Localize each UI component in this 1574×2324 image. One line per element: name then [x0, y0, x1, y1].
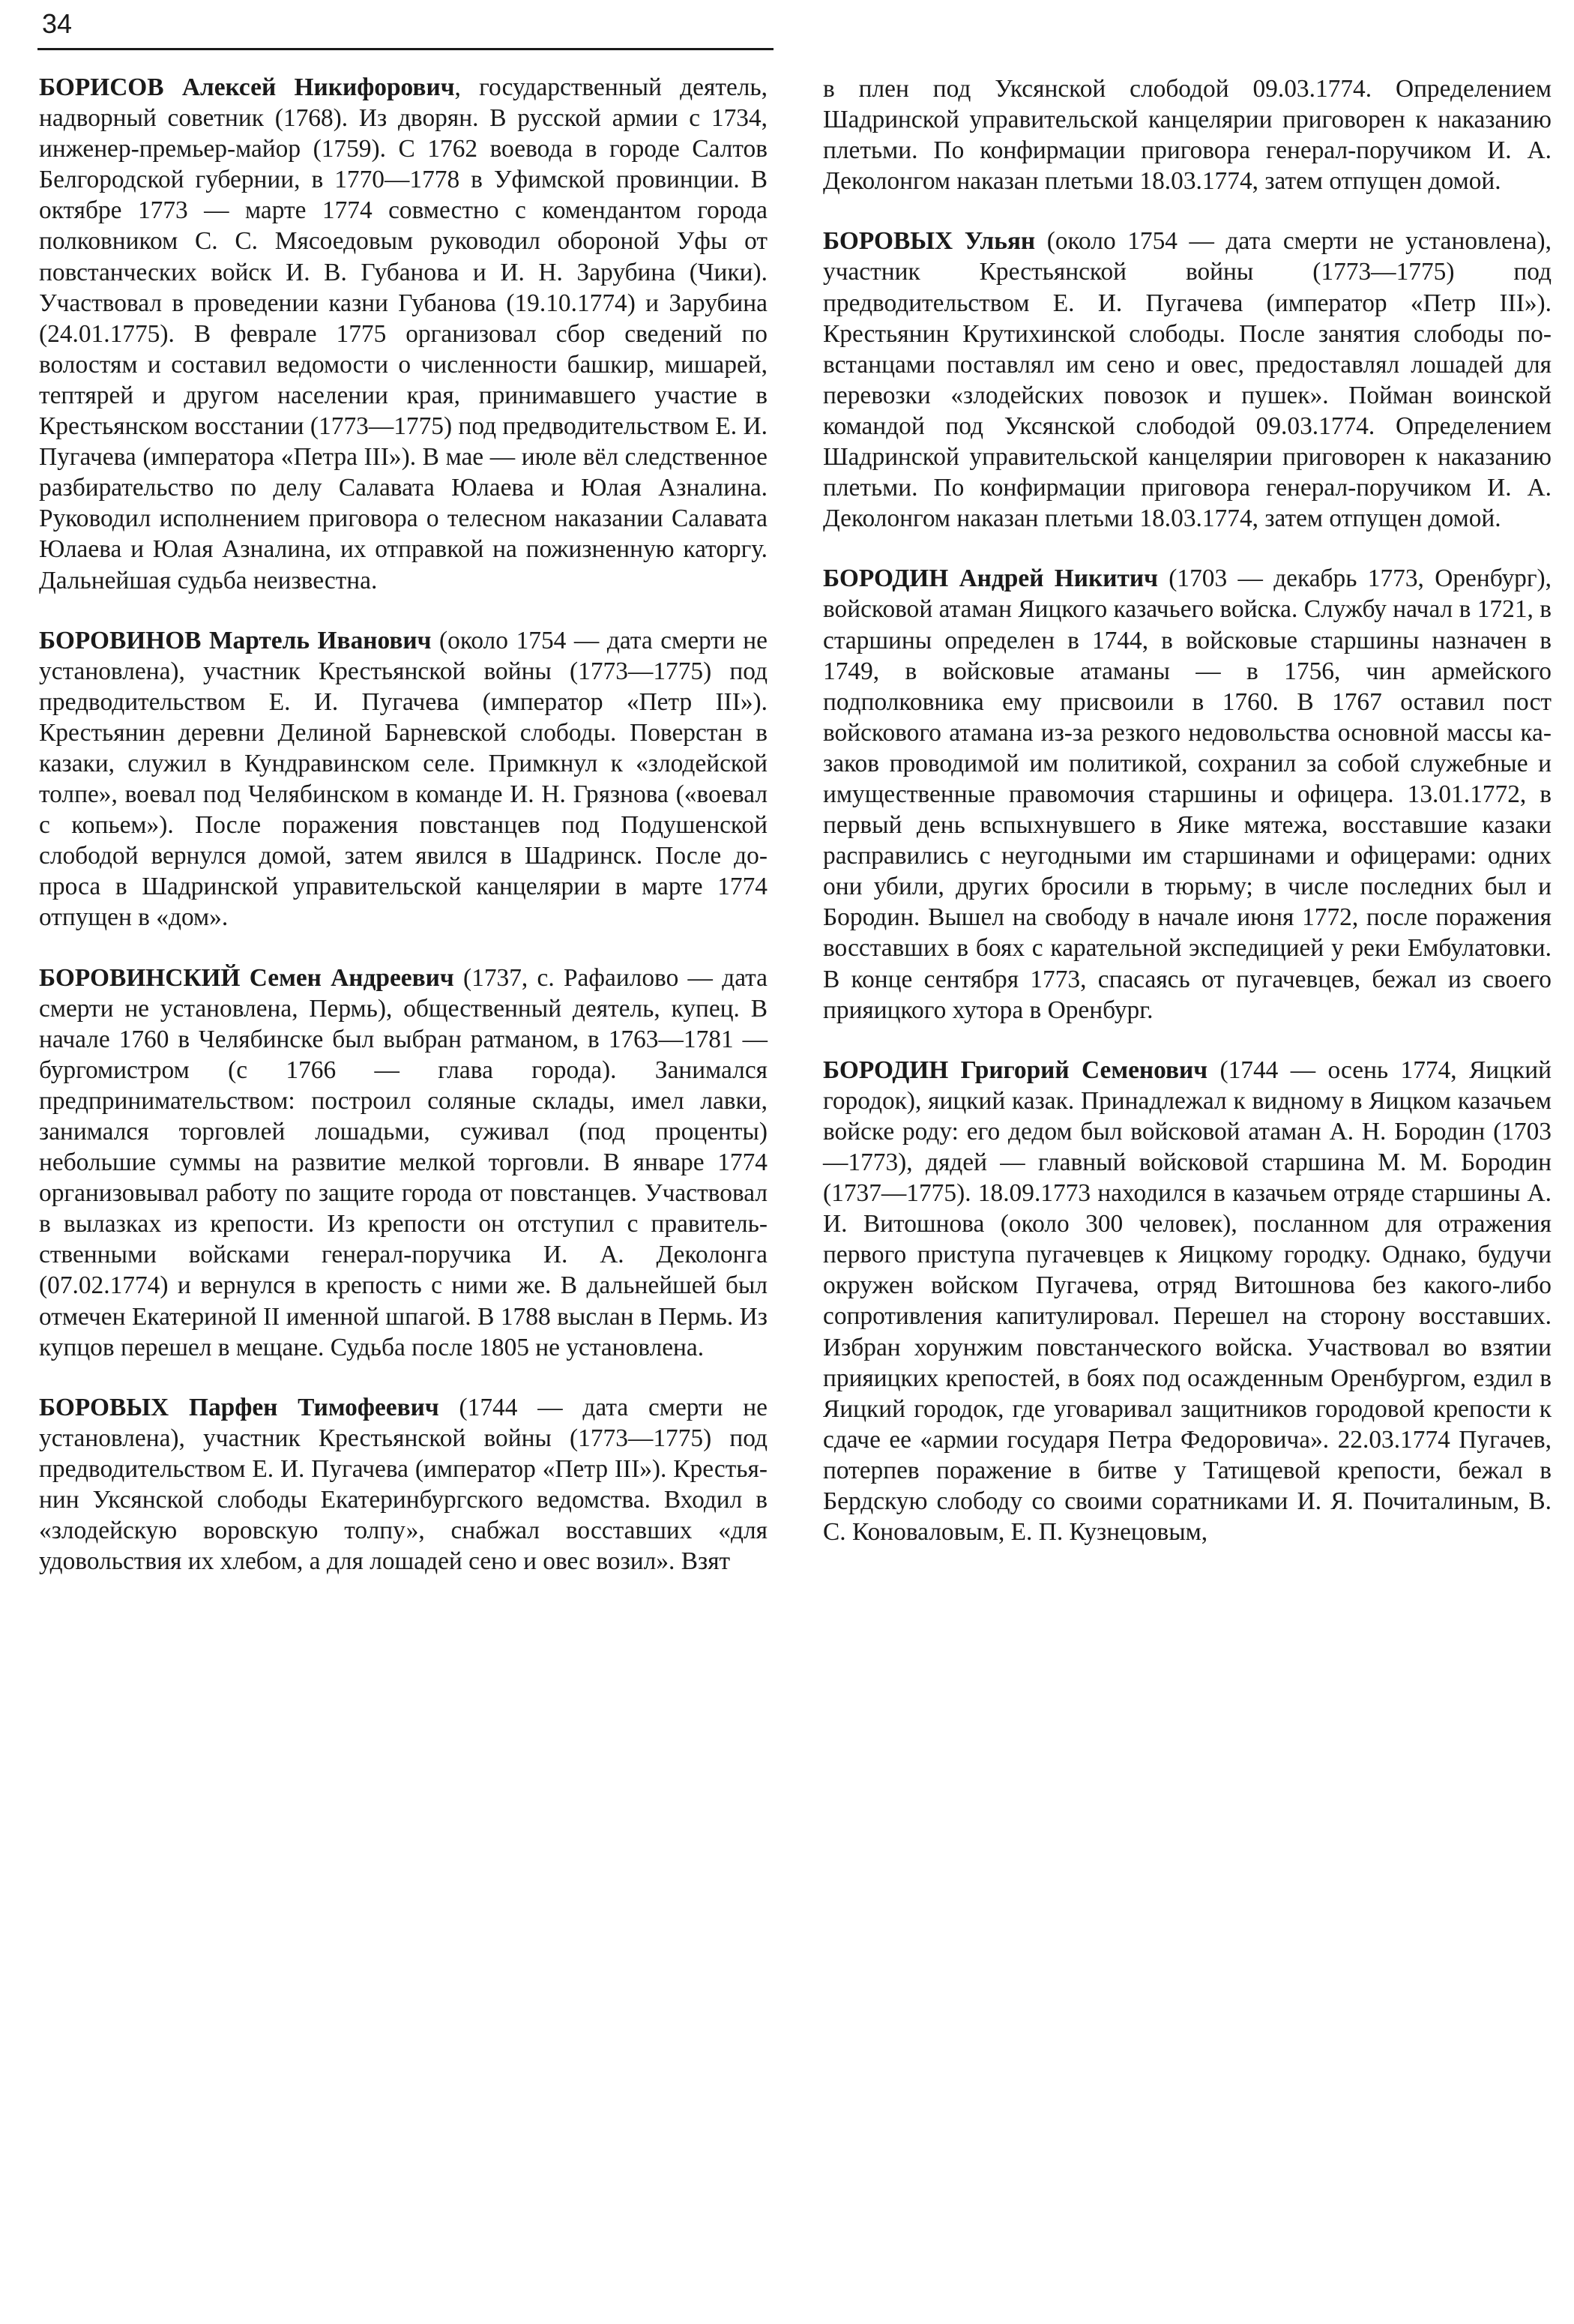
entry-borisov [39, 72, 768, 596]
entry-body: (1744 — дата смерти не установлена), участник Крестьянской войны (1773—1775) под предводительством Е. И. Пугачева (император «Петр III»). Крестьянин Уксянской слободы Екатеринбургского ведомства. Входил в «злодейскую воровскую толпу», снабжал восставших «для удовольствия их хлебом, а для лошадей сено и овес возил». Взят [39, 1393, 768, 1576]
entry-body: (около 1754 — дата смерти не установлена), участник Крестьянской войны (1773—1775) под предводительством Е. И. Пугачева (император «Петр III»). Крестьянин Крутихинской слободы. После занятия слободы повстанцами поставлял им сено и овес, предоставлял лошадей для перевозки «злодейских повозок и пушек». Пойман воинской командой под Уксянской слободой 09.03.1774. Определением Шадринской управительской канцелярии приговорен к наказанию плетьми. По конфирмации приговора генерал-поручиком И. А. Деколонгом наказан плетьми 18.03.1774, затем отпущен домой. [823, 227, 1552, 533]
entry-borovinov [39, 625, 768, 933]
entry-headword: БОРОДИН Андрей Никитич [823, 565, 1158, 593]
entry-headword: БОРОВИНСКИЙ Семен Андреевич [39, 963, 454, 992]
entry-borovinskiy [39, 963, 768, 1363]
entry-borodin-andrey [823, 563, 1552, 1025]
header-rule [37, 48, 774, 50]
entry-body: (1703 — декабрь 1773, Оренбург), войсковой атаман Яицкого казачьего войска. Службу начал в 1721, в старшины определен в 1744, в войсковые старшины назначен в 1749, в войсковые атаманы — в 1756, чин армейского подполковника ему присвоили в 1760. В 1767 оставил пост войскового атамана из-за резкого недовольства основной массы казаков проводимой им политикой, сохранил за собой служебные и имущественные правомочия старшины и офицера. 13.01.1772, в первый день вспыхнувшего в Яике мятежа, восставшие казаки расправились с неугодными им старшинами и офицерами: одних они убили, других бросили в тюрьму; в числе последних был и Бородин. Вышел на свободу в начале июня 1772, после поражения восставших в боях с карательной экспедицией у реки Ембулатовки. В конце сентября 1773, спасаясь от пугачевцев, бежал из своего прияицкого хутора в Оренбург. [823, 565, 1552, 1024]
entry-headword: БОРОВЫХ Парфен Тимофеевич [39, 1393, 439, 1421]
entry-headword: БОРОВИНОВ Мартель Иванович [39, 626, 432, 654]
right-column [823, 73, 1552, 1577]
entry-headword: БОРОДИН Григорий Семенович [823, 1056, 1208, 1084]
page-number: 34 [42, 8, 73, 39]
entry-body: (1744 — осень 1774, Яицкий городок), яицкий казак. Принадлежал к видному в Яицком казачьем войске роду: его дедом был войсковой атаман А. Н. Бородин (1703—1773), дядей — главный войсковой старшина М. М. Бородин (1737—1775). 18.09.1773 находился в казачьем отряде старшины А. И. Витошнова (около 300 человек), посланном для отражения первого приступа пугачевцев к Яицкому городку. Однако, будучи окружен войском Пугачева, отряд Витошнова без какого-либо сопротивления капитулировал. Перешел на сторону восставших. Избран хорунжим повстанческого войска. Участвовал во взятии прияицких крепостей, в боях под осажденным Оренбургом, ездил в Яицкий городок, где уговаривал защитников городовой крепости к сдаче ее «армии государя Петра Федоровича». 22.03.1774 Пугачев, потерпев поражение в битве у Татищевой крепости, бежал в Бердскую слободу со своими соратниками И. Я. Почиталиным, В. С. Коноваловым, Е. П. Кузнецовым, [823, 1056, 1552, 1547]
entry-headword: БОРОВЫХ Ульян [823, 227, 1036, 256]
entry-borodin-grigoriy [823, 1055, 1552, 1548]
entry-body: в плен под Уксянской слободой 09.03.1774. Определением Шадринской управительской канцелярии приговорен к наказанию плетьми. По конфирмации приговора генерал-поручиком И. А. Деколонгом наказан плетьми 18.03.1774, затем отпущен домой. [823, 75, 1552, 196]
left-column [39, 72, 768, 1606]
entry-body: , государственный деятель, надворный советник (1768). Из дворян. В русской армии с 1734, инженер-премьер-майор (1759). С 1762 воевода в городе Салтов Белгородской губернии, в 1770—1778 в Уфимской провинции. В октябре 1773 — марте 1774 совместно с комендантом города полковником С. С. Мясоедовым руководил обороной Уфы от повстанческих войск И. В. Губанова и И. Н. Зарубина (Чики). Участвовал в проведении казни Губанова (19.10.1774) и Зарубина (24.01.1775). В феврале 1775 организовал сбор сведений по волостям и составил ведомости о численности башкир, мишарей, тептярей и другом населении края, принимавшего участие в Крестьянском восстании (1773—1775) под предводительством Е. И. Пугачева (императора «Петра III»). В мае — июле вёл следственное разбирательство по делу Салавата Юлаева и Юлая Азналина. Руководил исполнением приговора о телесном наказании Салавата Юлаева и Юлая Азналина, их отправкой на пожизненную каторгу. Дальнейшая судьба неизвестна. [39, 73, 768, 594]
entry-body: (1737, с. Рафаилово — дата смерти не установлена, Пермь), общественный деятель, купец. В начале 1760 в Челябинске был выбран ратманом, в 1763—1781 — бургомистром (с 1766 — глава города). Занимался предпринимательством: построил соляные склады, имел лавки, занимался торговлей лошадьми, суживал (под проценты) небольшие суммы на развитие мелкой торговли. В январе 1774 организовывал работу по защите города от повстанцев. Участвовал в вылазках из крепости. Из крепости он отступил с правительственными войсками генерал-поручика И. А. Деколонга (07.02.1774) и вернулся в крепость с ними же. В дальнейшей был отмечен Екатериной II именной шпагой. В 1788 выслан в Пермь. Из купцов перешел в мещане. Судьба после 1805 не установлена. [39, 963, 768, 1361]
entry-continuation [823, 73, 1552, 196]
entry-body: (около 1754 — дата смерти не установлена), участник Крестьянской войны (1773—1775) под предводительством Е. И. Пугачева (император «Петр III»). Крестьянин деревни Делиной Барневской слободы. Поверстан в казаки, служил в Кундравинском селе. Примкнул к «злодейской толпе», воевал под Челябинском в команде И. Н. Грязнова («воевал с копьем»). После поражения повстанцев под Подушенской слободой вернулся домой, затем явился в Шадринск. После допроса в Шадринской управительской канцелярии в марте 1774 отпущен в «дом». [39, 626, 768, 932]
entry-borovykh-ulyan [823, 226, 1552, 534]
entry-headword: БОРИСОВ Алексей Никифорович [39, 73, 455, 101]
entry-borovykh-parfen [39, 1392, 768, 1577]
